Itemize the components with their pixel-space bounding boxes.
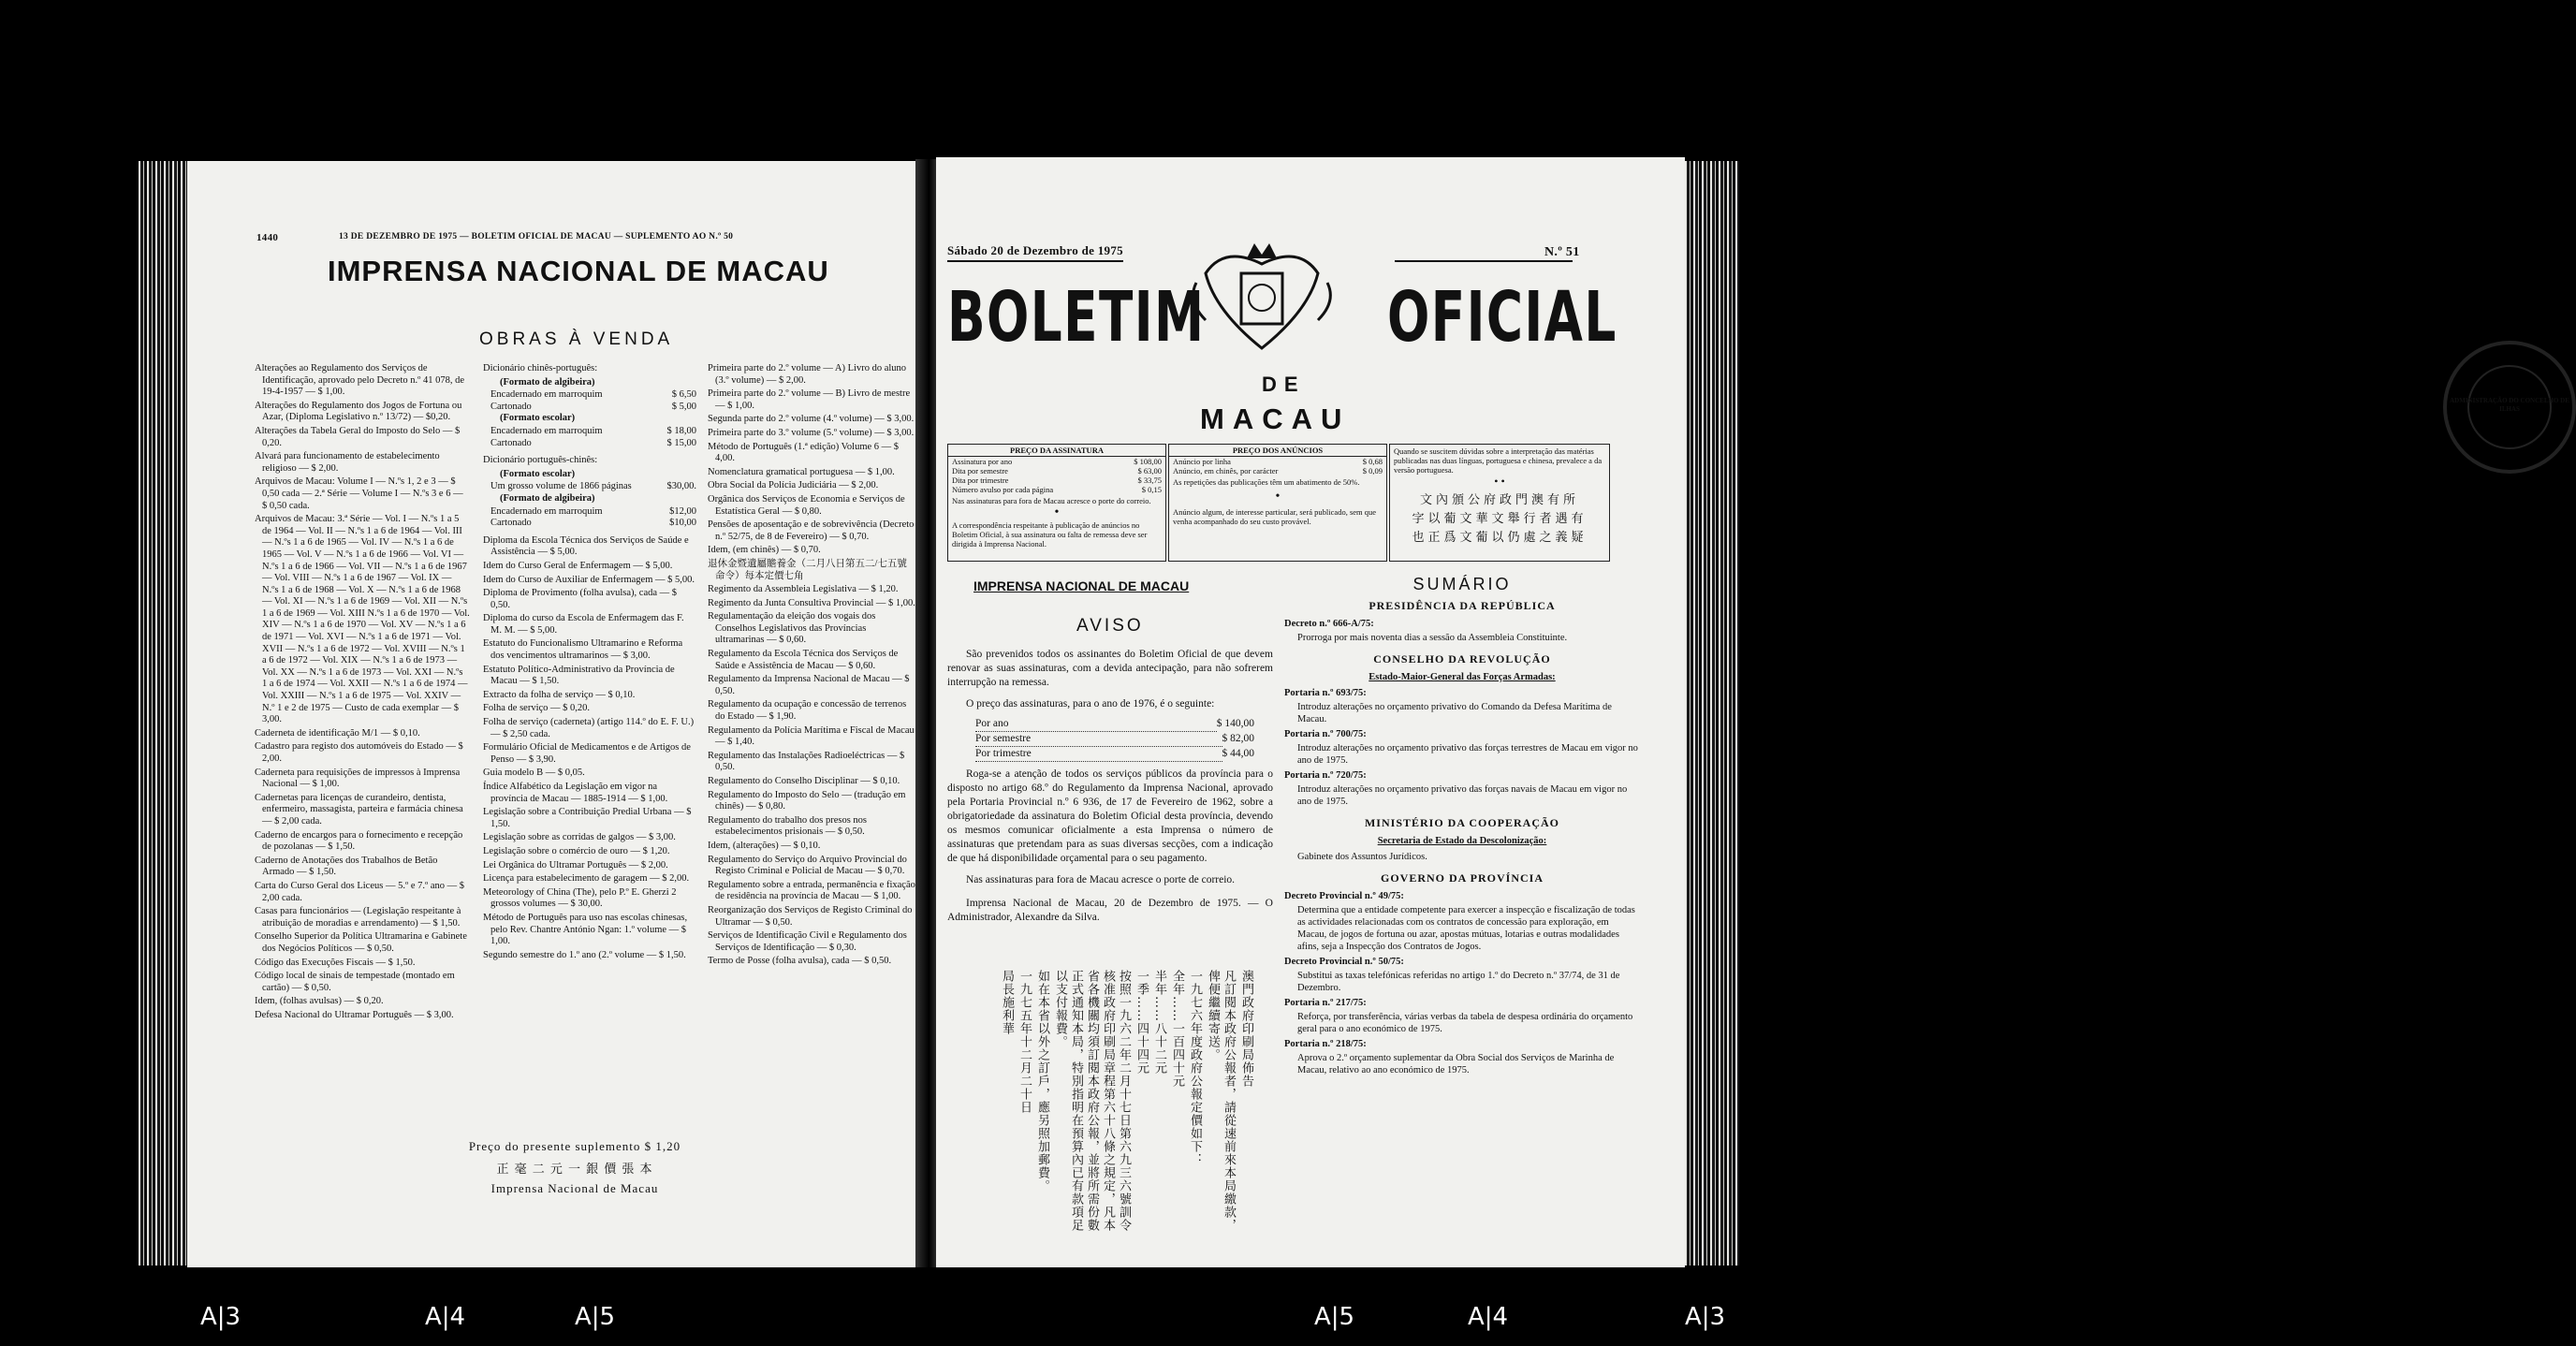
chinese-notice-column: 一九七六年度政府公報定價如下： — [1188, 970, 1202, 1166]
catalog-entry: Primeira parte do 2.º volume — A) Livro do aluno (3.º volume) — $ 2,00. — [708, 363, 907, 386]
catalog-entry: Casas para funcionários — (Legislação respeitante à atribuição de moradias e arrendamento) — $ 1,50. — [255, 906, 461, 929]
summary-item-label: Decreto n.º 666-A/75: — [1284, 619, 1374, 629]
price-row: Encadernado em marroquim $ 6,50 — [490, 389, 696, 401]
summary-item-label: Decreto Provincial n.º 49/75: — [1284, 891, 1404, 901]
summary-item-text: Introduz alterações no orçamento privativo das forças navais de Macau em vigor no ano de 1975. — [1297, 784, 1628, 807]
summary-item-label: Portaria n.º 700/75: — [1284, 729, 1367, 739]
catalog-column-2 — [483, 363, 696, 963]
notice-section: IMPRENSA NACIONAL DE MACAU — [973, 578, 1190, 593]
chinese-notice-column: 凡訂閱本政府公報者，請從速前來本局繳款，俾便繼續寄送。 — [1206, 970, 1236, 1232]
chinese-notice-column: 全年……一百四十元 — [1170, 970, 1184, 1088]
summary-item-text: Introduz alterações no orçamento privativo das forças terrestres de Macau em vigor no ano de 1975. — [1297, 743, 1638, 766]
bullet-icon: • — [1275, 490, 1281, 504]
catalog-entry: Método de Português para uso nas escolas chinesas, pelo Rev. Chantre António Ngan: 1.º volume — $ 1,00. — [483, 912, 688, 947]
summary-item-label: Portaria n.º 217/75: — [1284, 998, 1367, 1008]
catalog-entry: Método de Português (1.ª edição) Volume 6 — $ 4,00. — [708, 441, 900, 464]
catalog-entry: Termo de Posse (folha avulsa), cada — $ 0,50. — [708, 956, 892, 967]
catalog-entry: Diploma da Escola Técnica dos Serviços de Saúde e Assistência — $ 5,00. — [483, 534, 689, 558]
price-row: Dita por semestre $ 63,00 — [952, 466, 1162, 475]
catalog-entry: Legislação sobre a Contribuição Predial Urbana — $ 1,50. — [483, 807, 692, 829]
notice-title: AVISO — [1076, 616, 1144, 636]
catalog-entry: Regulamento da ocupação e concessão de terrenos do Estado — $ 1,90. — [708, 699, 907, 723]
catalog-entry: Idem, (em chinês) — $ 0,70. — [708, 545, 821, 556]
summary-item-text: Substitui as taxas telefónicas referidas no artigo 1.º do Decreto n.º 37/74, de 31 de Dezembro. — [1297, 971, 1620, 993]
left-page-edge — [139, 161, 187, 1266]
binding-format: (Formato escolar) — [500, 468, 576, 479]
film-marker: A|4 — [1468, 1303, 1509, 1331]
chinese-line: 文內頒公府政門澳有所 — [1419, 493, 1579, 507]
catalog-entry: Regimento da Assembleia Legislativa — $ 1,20. — [708, 584, 899, 595]
notice-paragraph: O preço das assinaturas, para o ano de 1976, é o seguinte: — [966, 698, 1215, 710]
price-row: Cartonado $ 15,00 — [490, 437, 696, 448]
catalog-entry: Regulamento sobre a entrada, permanência e fixação de residência na província de Macau — $ 1,00. — [708, 879, 915, 902]
chinese-notice-column: 按照一九六二年二月十七日第六九三六號訓令核准政府印刷局章程第六十八條之規定，凡本省各機關均須訂閱本政府公報，並將所需份數正式通知本局，特別指明在預算內已有款項足以支付報費。 — [1053, 970, 1131, 1232]
chinese-notice-column: 一九七五年十二月二十日 — [1017, 970, 1032, 1114]
catalog-entry: Obra Social da Polícia Judiciária — $ 2,00. — [708, 480, 879, 491]
price-row: Número avulso por cada página $ 0,15 — [952, 485, 1162, 494]
masthead-macau: MACAU — [1200, 402, 1351, 435]
film-marker: A|5 — [1314, 1303, 1355, 1331]
page-title: IMPRENSA NACIONAL DE MACAU — [328, 255, 829, 287]
catalog-entry: Reorganização dos Serviços de Registo Criminal do Ultramar — $ 0,50. — [708, 904, 913, 928]
price-row: Um grosso volume de 1866 páginas $30,00. — [490, 481, 696, 492]
summary-heading: PRESIDÊNCIA DA REPÚBLICA — [1368, 599, 1556, 612]
catalog-entry: Alterações do Regulamento dos Jogos de Fortuna ou Azar, (Diploma Legislativo n.º 13/72) — $0,20. — [255, 400, 462, 423]
chinese-notice-column: 澳門政府印刷局佈告 — [1239, 970, 1253, 1088]
masthead-de: DE — [1262, 373, 1306, 396]
catalog-entry: Regulamento do Serviço do Arquivo Provincial do Registo Criminal e Policial de Macau — $ 0,70. — [708, 854, 907, 877]
catalog-entry: Alterações ao Regulamento dos Serviços de Identificação, aprovado pelo Decreto n.º 41 078, de 19-4-1957 — $ 1,00. — [255, 363, 465, 398]
price-row: Dita por trimestre $ 33,75 — [952, 475, 1162, 485]
catalog-entry: Lei Orgânica do Ultramar Português — $ 2,00. — [483, 859, 668, 871]
catalog-entry: Idem do Curso de Auxiliar de Enfermagem — $ 5,00. — [483, 574, 695, 585]
catalog-entry: Regulamento da Polícia Marítima e Fiscal de Macau — $ 1,40. — [708, 724, 915, 748]
summary-item-text: Prorroga por mais noventa dias a sessão da Assembleia Constituinte. — [1297, 633, 1568, 643]
notice-paragraph: São prevenidos todos os assinantes do Boletim Oficial de que devem renovar as suas assinaturas, com a devida antecipação, para não sofrerem interrupção na remessa. — [947, 649, 1273, 688]
catalog-entry: Estatuto do Funcionalismo Ultramarino e Reforma dos vencimentos ultramarinos — $ 3,00. — [483, 638, 683, 662]
summary-subheading: Secretaria de Estado da Descolonização: — [1377, 836, 1547, 846]
price-row: Anúncio por linha $ 0,68 — [1173, 457, 1383, 466]
chinese-notice-column: 局長施利華 — [1000, 970, 1014, 1035]
catalog-entry: Caderneta de identificação M/1 — $ 0,10. — [255, 727, 420, 739]
catalog-entry: Arquivos de Macau: 3.ª Série — Vol. I — N.ºs 1 a 5 de 1964 — Vol. II — N.ºs 1 a 6 de 1964 — Vol. III — N.ºs 1 a 6 de 1965 — Vol. IV — N.ºs 1 a 6 de 1965 — Vol. V — N.ºs 1 a 6 de 1966 — Vol. VI — N.ºs 1 a 6 de 1966 — Vol. VII — N.ºs 1 a 6 de 1967 — Vol. VIII — N.ºs 1 a 6 de 1967 — Vol. IX — N.ºs 1 a 6 de 1968 — Vol. X — N.ºs 1 a 6 de 1968 — Vol. XI — N.ºs 1 a 6 de 1969 — Vol. XII — N.ºs 1 a 6 de 1969 — Vol. XIII N.ºs 1 a 6 de 1970 — Vol. XIV — N.ºs 1 a 6 de 1970 — Vol. XV — N.ºs 1 a 6 de 1971 — Vol. XVI — N.ºs 1 a 6 de 1971 — Vol. XVII — N.ºs 1 a 6 de 1972 — Vol. XVIII — N.ºs 1 a 6 de 1972 — Vol. XIX — N.ºs 1 a 6 de 1973 — Vol. XX — N.ºs 1 a 6 de 1973 — Vol. XXI — N.ºs 1 a 6 de 1974 — Vol. XXII — N.ºs 1 a 6 de 1974 — Vol. XXIII — N.ºs 1 a 6 de 1975 — Vol. XXIV — N.º 1 e 2 de 1975 — Custo de cada exemplar — $ 3,00. — [255, 514, 470, 725]
catalog-entry: Legislação sobre as corridas de galgos — $ 3,00. — [483, 832, 676, 843]
catalog-entry: 退休金暨遺屬贍養金（二月八日第五二/七五號命令）每本定價七角 — [708, 558, 907, 581]
administration-seal — [2443, 341, 2576, 474]
catalog-entry: Regulamento do Imposto do Selo — (tradução em chinês) — $ 0,80. — [708, 789, 906, 812]
publisher-name: Imprensa Nacional de Macau — [490, 1181, 659, 1195]
catalog-entry: Caderno de Anotações dos Trabalhos de Betão Armado — $ 1,50. — [255, 855, 438, 878]
catalog-entry: Defesa Nacional do Ultramar Português — $ 3,00. — [255, 1009, 454, 1020]
right-page — [936, 157, 2569, 1267]
header-rule — [947, 260, 1123, 262]
catalog-entry: Diploma do curso da Escola de Enfermagem das F. M. M. — $ 5,00. — [483, 613, 684, 636]
summary-item-label: Decreto Provincial n.º 50/75: — [1284, 957, 1404, 967]
price-row: Encadernado em marroquim $ 18,00 — [490, 425, 696, 436]
price-row: Cartonado $10,00 — [490, 518, 696, 529]
masthead-left: BOLETIM — [947, 277, 1206, 358]
catalog-entry: Regimento da Junta Consultiva Provincial — $ 1,00. — [708, 597, 915, 608]
right-page-edge — [1685, 161, 1739, 1266]
supplement-price-chinese: 正 毫 二 元 一 銀 價 張 本 — [496, 1163, 653, 1177]
catalog-entry: Segunda parte do 2.º volume (4.º volume) — $ 3,00. — [708, 414, 915, 425]
catalog-entry: Código das Execuções Fiscais — $ 1,50. — [255, 957, 416, 968]
catalog-entry: Nomenclatura gramatical portuguesa — $ 1,00. — [708, 466, 895, 477]
running-header: 13 DE DEZEMBRO DE 1975 — BOLETIM OFICIAL DE MACAU — SUPLEMENTO AO N.º 50 — [339, 232, 734, 241]
interpretation-box — [1389, 444, 1610, 562]
coat-of-arms-icon — [1187, 236, 1337, 358]
catalog-entry: Licença para estabelecimento de garagem — $ 2,00. — [483, 873, 690, 885]
issue-number: N.º 51 — [1544, 245, 1580, 259]
box-title: PREÇO DOS ANÚNCIOS — [1169, 445, 1386, 457]
summary — [1284, 569, 1640, 1079]
film-marker: A|3 — [1685, 1303, 1726, 1331]
catalog-entry: Orgânica dos Serviços de Economia e Serviços de Estatística Geral — $ 0,80. — [708, 493, 905, 517]
section-subtitle: OBRAS À VENDA — [479, 329, 674, 349]
dictionary-title: Dicionário português-chinês: — [483, 455, 598, 466]
film-marker: A|3 — [200, 1303, 242, 1331]
notice-signoff: Imprensa Nacional de Macau, 20 de Dezembro de 1975. — O Administrador, Alexandre da Silva. — [947, 898, 1273, 923]
chinese-notice — [964, 970, 1254, 1241]
catalog-entry: Idem, (folhas avulsas) — $ 0,20. — [255, 996, 384, 1007]
binding-format: (Formato escolar) — [500, 413, 576, 424]
catalog-entry: Folha de serviço (caderneta) (artigo 114.º do E. F. U.) — $ 2,50 cada. — [483, 717, 695, 739]
bullet-icon: • — [1054, 505, 1060, 519]
catalog-entry: Guia modelo B — $ 0,05. — [483, 768, 585, 779]
summary-item-text: Determina que a entidade competente para exercer a inspecção e fiscalização de todas as actividades relacionadas com os contratos de concessão para exploração, em Macau, de jogos de fortuna ou azar, apostas mútuas, lotarias e outras modalidades afins, seja a Inspecção dos Contratos de Jogos. — [1297, 905, 1635, 952]
catalog-entry: Formulário Oficial de Medicamentos e de Artigos de Penso — $ 3,90. — [483, 742, 691, 765]
bullet-icon: • • — [1494, 475, 1505, 488]
chinese-notice-column: 一季……四十四元 — [1134, 970, 1149, 1075]
summary-heading: MINISTÉRIO DA COOPERAÇÃO — [1364, 816, 1560, 829]
summary-item-text: Gabinete dos Assuntos Jurídicos. — [1297, 852, 1427, 862]
catalog-column-3 — [708, 363, 915, 970]
price-row: Encadernado em marroquim $12,00 — [490, 505, 696, 517]
box-note: Nas assinaturas para fora de Macau acresce o porte do correio. — [952, 496, 1151, 505]
price-row: Cartonado $ 5,00 — [490, 401, 696, 412]
chinese-notice-column: 如在本省以外之訂戶，應另照加郵費。 — [1035, 970, 1049, 1192]
catalog-entry: Regulamento da Imprensa Nacional de Macau — $ 0,50. — [708, 674, 910, 696]
catalog-entry: Serviços de Identificação Civil e Regulamento dos Serviços de Identificação — $ 0,30. — [708, 930, 907, 953]
summary-item-text: Introduz alterações no orçamento privativo do Comando da Defesa Marítima de Macau. — [1297, 702, 1612, 724]
catalog-entry: Código local de sinais de tempestade (montado em cartão) — $ 0,50. — [255, 971, 455, 993]
price-box — [438, 1134, 711, 1221]
catalog-entry: Regulamentação da eleição dos vogais dos Conselhos Legislativos das Províncias ultramarinas — $ 0,60. — [708, 611, 876, 646]
catalog-entry: Diploma de Provimento (folha avulsa), cada — $ 0,50. — [483, 588, 678, 610]
dictionary-title: Dicionário chinês-português: — [483, 363, 598, 373]
rate-row: Por ano $ 140,00 — [975, 717, 1254, 732]
notice-body — [947, 648, 1273, 925]
catalog-items — [483, 535, 696, 962]
catalog-entry: Alterações da Tabela Geral do Imposto do Selo — $ 0,20. — [255, 425, 461, 448]
seal-text: ADMINISTRAÇÃO DO CONCELHO DE ILHAS — [2450, 397, 2569, 413]
catalog-entry: Legislação sobre o comércio de ouro — $ 1,20. — [483, 845, 670, 856]
catalog-entry: Meteorology of China (The), pelo P.º E. Gherzi 2 grossos volumes — $ 30,00. — [483, 886, 677, 910]
subscription-price-box — [947, 444, 1166, 562]
catalog-entry: Regulamento das Instalações Radioeléctricas — $ 0,50. — [708, 750, 905, 773]
chinese-line: 也正爲文葡以仍處之義疑 — [1412, 531, 1588, 545]
catalog-entry: Segundo semestre do 1.º ano (2.º volume — $ 1,50. — [483, 949, 686, 960]
binding-format: (Formato de algibeira) — [500, 492, 595, 504]
summary-subheading: Estado-Maior-General das Forças Armadas: — [1368, 672, 1556, 682]
box-title: PREÇO DA ASSINATURA — [948, 445, 1165, 457]
header-rule — [1395, 260, 1573, 262]
catalog-entry: Caderno de encargos para o fornecimento e recepção de pozolanas — $ 1,50. — [255, 829, 463, 853]
catalog-entry: Conselho Superior da Política Ultramarina e Gabinete dos Negócios Políticos — $ 0,50. — [255, 931, 467, 954]
film-marker: A|5 — [575, 1303, 616, 1331]
binding-format: (Formato de algibeira) — [500, 376, 595, 388]
catalog-entry: Primeira parte do 3.º volume (5.º volume) — $ 3,00. — [708, 427, 915, 438]
catalog-entry: Regulamento da Escola Técnica dos Serviços de Saúde e Assistência de Macau — $ 0,60. — [708, 649, 899, 671]
catalog-entry: Arquivos de Macau: Volume I — N.ºs 1, 2 e 3 — $ 0,50 cada — 2.ª Série — Volume I — N.ºs 3 e 6 — $ 0,50 cada. — [255, 476, 463, 511]
catalog-entry: Primeira parte do 2.º volume — B) Livro de mestre — $ 1,00. — [708, 388, 911, 411]
book-gutter — [915, 159, 938, 1267]
supplement-price: Preço do presente suplemento $ 1,20 — [468, 1139, 681, 1153]
issue-date: Sábado 20 de Dezembro de 1975 — [947, 243, 1123, 257]
notice-paragraph: Roga-se a atenção de todos os serviços públicos da província para o disposto no artigo 68.º do Regulamento da Imprensa Nacional, aprovado pela Portaria Provincial n.º 6 936, de 17 de Fevereiro de 1962, sobre a obrigatoriedade da assinatura do Boletim Oficial desta província, devendo os mesmos comunicar oficialmente a esta Imprensa o número de assinaturas que pretendam para as suas diversas secções, com a indicação de que há disponibilidade orçamental para o seu pagamento. — [947, 768, 1273, 864]
catalog-entry: Idem, (alterações) — $ 0,10. — [708, 840, 821, 851]
catalog-entry: Carta do Curso Geral dos Liceus — 5.º e 7.º ano — $ 2,00 cada. — [255, 880, 465, 903]
catalog-entry: Regulamento do trabalho dos presos nos estabelecimentos prisionais — $ 0,50. — [708, 814, 868, 838]
rate-row: Por trimestre $ 44,00 — [975, 747, 1254, 762]
left-page — [187, 161, 917, 1267]
summary-item-text: Reforça, por transferência, várias verbas da tabela de despesa ordinária do orçamento geral para o ano económico de 1975. — [1297, 1012, 1633, 1034]
chinese-notice-column: 半年……八十二元 — [1152, 970, 1166, 1075]
summary-item-label: Portaria n.º 693/75: — [1284, 688, 1367, 698]
rate-row: Por semestre $ 82,00 — [975, 732, 1254, 747]
catalog-entry: Índice Alfabético da Legislação em vigor na província de Macau — 1885-1914 — $ 1,00. — [483, 782, 668, 804]
box-footer: A correspondência respeitante à publicação de anúncios no Boletim Oficial, à sua assinatura ou falta de remessa deve ser dirigida à Imprensa Nacional. — [952, 520, 1148, 549]
catalog-entry: Alvará para funcionamento de estabelecimento religioso — $ 2,00. — [255, 451, 440, 474]
summary-title: SUMÁRIO — [1412, 575, 1512, 593]
box-note: Quando se suscitem dúvidas sobre a interpretação das matérias publicadas nas duas línguas, portuguesa e chinesa, prevalece a da versão portuguesa. — [1394, 446, 1603, 475]
box-footer: Anúncio algum, de interesse particular, será publicado, sem que venha acompanhado do seu custo provável. — [1173, 507, 1377, 526]
catalog-entry: Estatuto Político-Administrativo da Província de Macau — $ 1,50. — [483, 664, 675, 687]
summary-heading: GOVERNO DA PROVÍNCIA — [1380, 871, 1544, 885]
ads-price-box — [1168, 444, 1387, 562]
catalog-entry: Folha de serviço — $ 0,20. — [483, 703, 591, 714]
catalog-entry: Extracto da folha de serviço — $ 0,10. — [483, 689, 636, 700]
page-number: 1440 — [256, 232, 279, 243]
catalog-column-1 — [255, 363, 470, 1023]
catalog-entry: Caderneta para requisições de impressos à Imprensa Nacional — $ 1,00. — [255, 767, 461, 790]
catalog-entry: Cadastro para registo dos automóveis do Estado — $ 2,00. — [255, 741, 463, 764]
catalog-entry: Pensões de aposentação e de sobrevivência (Decreto n.º 52/75, de 8 de Fevereiro) — $ 0,70. — [708, 519, 915, 542]
chinese-line: 字以葡文華文舉行者遇有 — [1412, 512, 1588, 526]
film-marker: A|4 — [425, 1303, 466, 1331]
price-row: Assinatura por ano $ 108,00 — [952, 457, 1162, 466]
box-note: As repetições das publicações têm um abatimento de 50%. — [1173, 477, 1360, 487]
summary-item-text: Aprova o 2.º orçamento suplementar da Obra Social dos Serviços de Marinha de Macau, relativo ao ano económico de 1975. — [1297, 1053, 1615, 1075]
masthead-right: OFICIAL — [1387, 277, 1617, 358]
summary-heading: CONSELHO DA REVOLUÇÃO — [1373, 652, 1551, 666]
summary-item-label: Portaria n.º 218/75: — [1284, 1039, 1367, 1049]
price-row: Anúncio, em chinês, por carácter $ 0,09 — [1173, 466, 1383, 475]
notice-paragraph: Nas assinaturas para fora de Macau acresce o porte de correio. — [966, 874, 1236, 885]
catalog-entry: Regulamento do Conselho Disciplinar — $ 0,10. — [708, 776, 900, 786]
catalog-entry: Idem do Curso Geral de Enfermagem — $ 5,00. — [483, 560, 673, 571]
catalog-entry: Cadernetas para licenças de curandeiro, dentista, enfermeiro, massagista, parteira e farmácia chinesa — $ 2,00 cada. — [255, 792, 463, 827]
summary-item-label: Portaria n.º 720/75: — [1284, 770, 1367, 781]
